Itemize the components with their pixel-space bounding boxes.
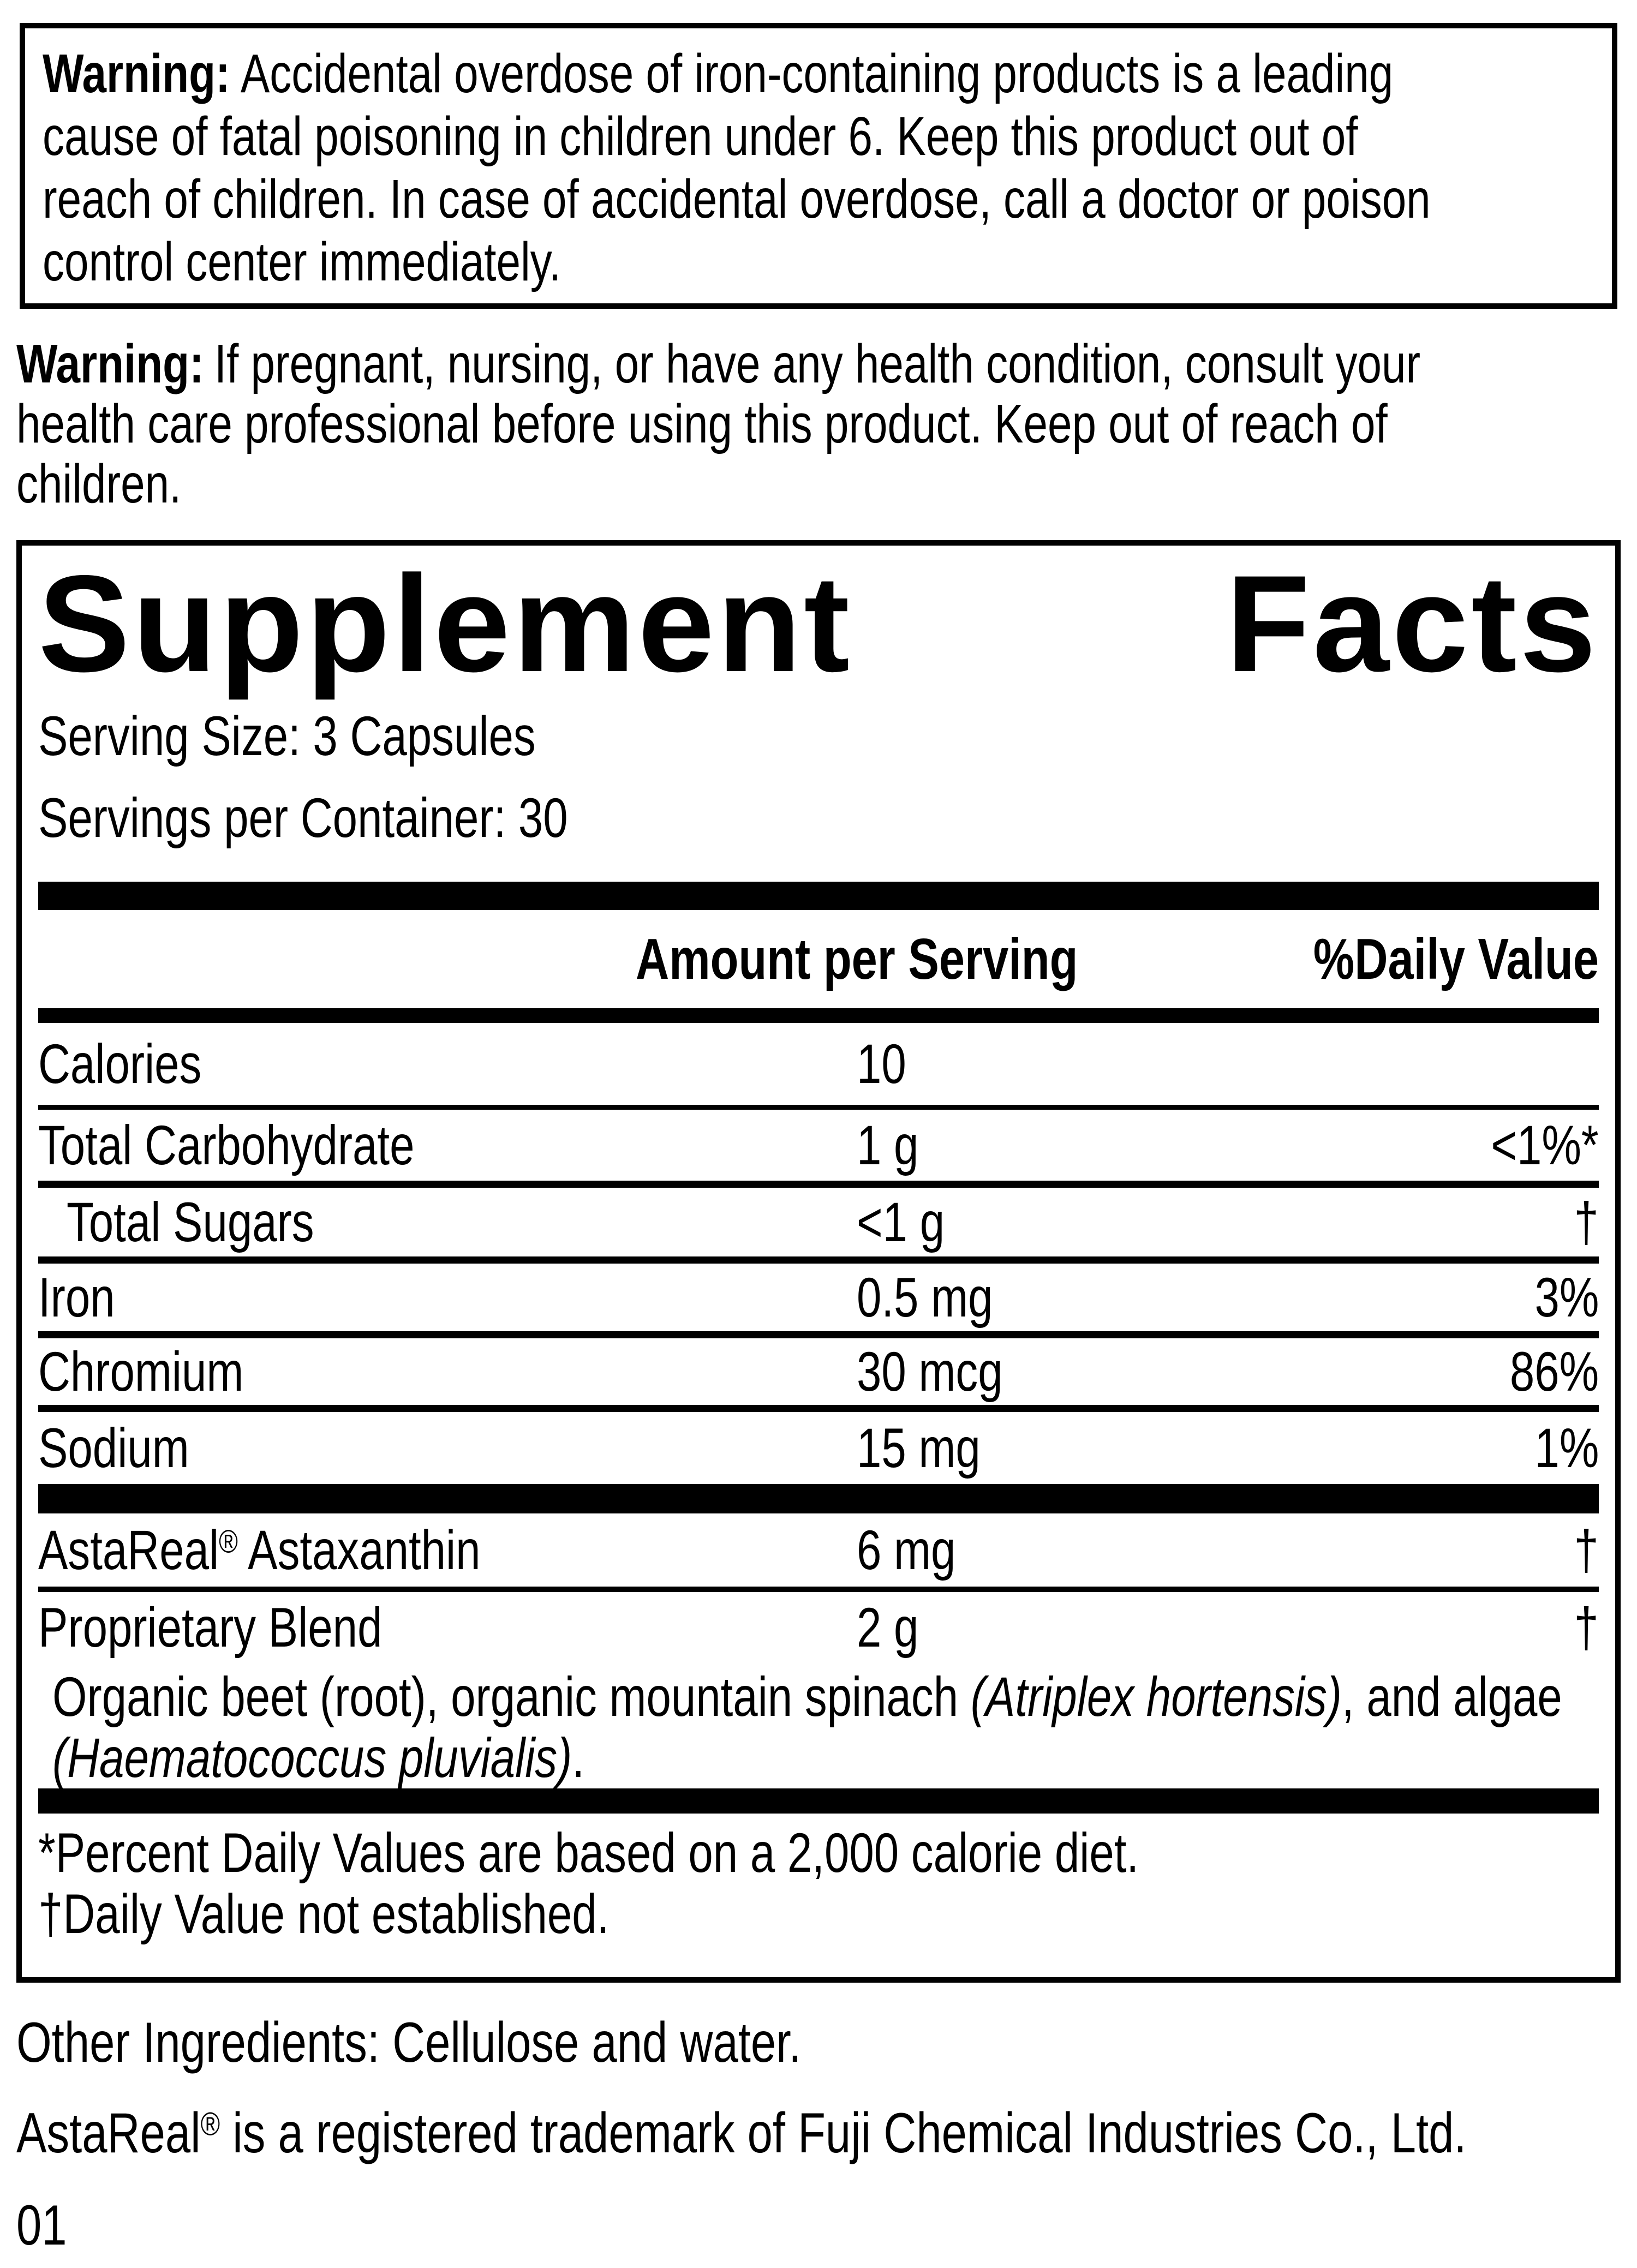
footnotes xyxy=(38,1822,1599,1944)
health-warning-line-3: children. xyxy=(16,453,182,514)
nutrient-amount: 30 mcg xyxy=(857,1340,1003,1403)
blend-description-line-2: (Haematococcus pluvialis). xyxy=(52,1727,585,1789)
nutrient-name: Total Sugars xyxy=(67,1190,314,1253)
divider-bar-middle xyxy=(38,1484,1599,1513)
nutrient-amount: 10 xyxy=(857,1032,906,1095)
iron-warning-line-2: cause of fatal poisoning in children under 6. Keep this product out of xyxy=(43,106,1358,167)
nutrient-amount: 6 mg xyxy=(857,1518,956,1581)
table-row-chromium xyxy=(38,1338,1599,1405)
nutrient-daily-value: † xyxy=(1574,1596,1599,1659)
table-header-row xyxy=(38,910,1599,1008)
nutrient-name: Sodium xyxy=(38,1416,189,1479)
daily-value-header: %Daily Value xyxy=(1313,926,1599,991)
blend-description-line-1: Organic beet (root), organic mountain spinach (Atriplex hortensis), and algae xyxy=(52,1666,1562,1728)
nutrient-daily-value: † xyxy=(1574,1518,1599,1581)
nutrient-name: Proprietary Blend xyxy=(38,1596,383,1659)
iron-warning-box xyxy=(20,23,1617,309)
nutrient-amount: 15 mg xyxy=(857,1416,981,1479)
nutrient-amount: 2 g xyxy=(857,1596,919,1659)
latin-name-atriplex: (Atriplex hortensis) xyxy=(970,1666,1342,1728)
blend-description xyxy=(38,1666,1599,1788)
nutrient-daily-value: 86% xyxy=(1509,1340,1599,1403)
iron-warning-line-3: reach of children. In case of accidental overdose, call a doctor or poison xyxy=(43,169,1431,230)
table-row-total-sugars xyxy=(38,1188,1599,1256)
nutrient-name: AstaReal® Astaxanthin xyxy=(38,1518,481,1581)
warning-label: Warning: xyxy=(16,333,204,394)
nutrient-daily-value: † xyxy=(1574,1190,1599,1253)
divider-bar-top xyxy=(38,882,1599,910)
footnote-percent-daily-value: *Percent Daily Values are based on a 2,000 calorie diet. xyxy=(38,1822,1139,1884)
warning-label: Warning: xyxy=(43,43,230,104)
nutrient-name: Calories xyxy=(38,1032,202,1095)
nutrient-name: Total Carbohydrate xyxy=(38,1114,415,1176)
table-row-total-carbohydrate xyxy=(38,1110,1599,1181)
table-row-calories xyxy=(38,1023,1599,1105)
page-code: 01 xyxy=(16,2194,67,2257)
servings-per-container: Servings per Container: 30 xyxy=(38,787,568,849)
nutrient-daily-value: 1% xyxy=(1534,1416,1599,1479)
supplement-facts-panel xyxy=(16,540,1621,1983)
divider-rule xyxy=(38,1587,1599,1592)
nutrient-name: Iron xyxy=(38,1266,115,1329)
nutrient-daily-value: 3% xyxy=(1534,1266,1599,1329)
serving-size: Serving Size: 3 Capsules xyxy=(38,705,536,767)
table-row-iron xyxy=(38,1264,1599,1331)
iron-warning-line-1 xyxy=(43,43,1599,105)
title-word-supplement: Supplement xyxy=(38,547,853,701)
warning-text: Accidental overdose of iron-containing products is a leading xyxy=(240,43,1394,104)
other-ingredients: Other Ingredients: Cellulose and water. xyxy=(16,2011,802,2074)
iron-warning-line-4: control center immediately. xyxy=(43,231,561,292)
table-row-proprietary-blend xyxy=(38,1592,1599,1663)
divider-rule xyxy=(38,1105,1599,1110)
health-warning xyxy=(16,334,1617,514)
panel-title xyxy=(38,547,1599,701)
table-row-sodium xyxy=(38,1412,1599,1484)
amount-per-serving-header: Amount per Serving xyxy=(636,926,1078,991)
divider-rule xyxy=(38,1405,1599,1412)
latin-name-haematococcus: (Haematococcus pluvialis) xyxy=(52,1727,572,1789)
nutrient-amount: 0.5 mg xyxy=(857,1266,993,1329)
health-warning-line-2: health care professional before using this product. Keep out of reach of xyxy=(16,393,1388,454)
nutrient-name: Chromium xyxy=(38,1340,244,1403)
divider-rule xyxy=(38,1181,1599,1188)
divider-bar-header xyxy=(38,1008,1599,1023)
divider-bar-bottom xyxy=(38,1788,1599,1814)
nutrient-amount: <1 g xyxy=(857,1190,945,1253)
health-warning-line-1 xyxy=(16,334,1617,394)
divider-rule xyxy=(38,1256,1599,1264)
trademark-note: AstaReal® is a registered trademark of Fuji Chemical Industries Co., Ltd. xyxy=(16,2102,1467,2165)
warning-text: If pregnant, nursing, or have any health condition, consult your xyxy=(214,333,1421,394)
table-row-astaxanthin xyxy=(38,1513,1599,1587)
registered-trademark-symbol: ® xyxy=(219,1522,238,1559)
footnote-daily-value-not-established: †Daily Value not established. xyxy=(38,1883,610,1945)
title-word-facts: Facts xyxy=(1226,547,1599,701)
divider-rule xyxy=(38,1331,1599,1338)
nutrient-daily-value: <1%* xyxy=(1491,1114,1599,1176)
registered-trademark-symbol: ® xyxy=(200,2105,220,2143)
nutrient-amount: 1 g xyxy=(857,1114,919,1176)
